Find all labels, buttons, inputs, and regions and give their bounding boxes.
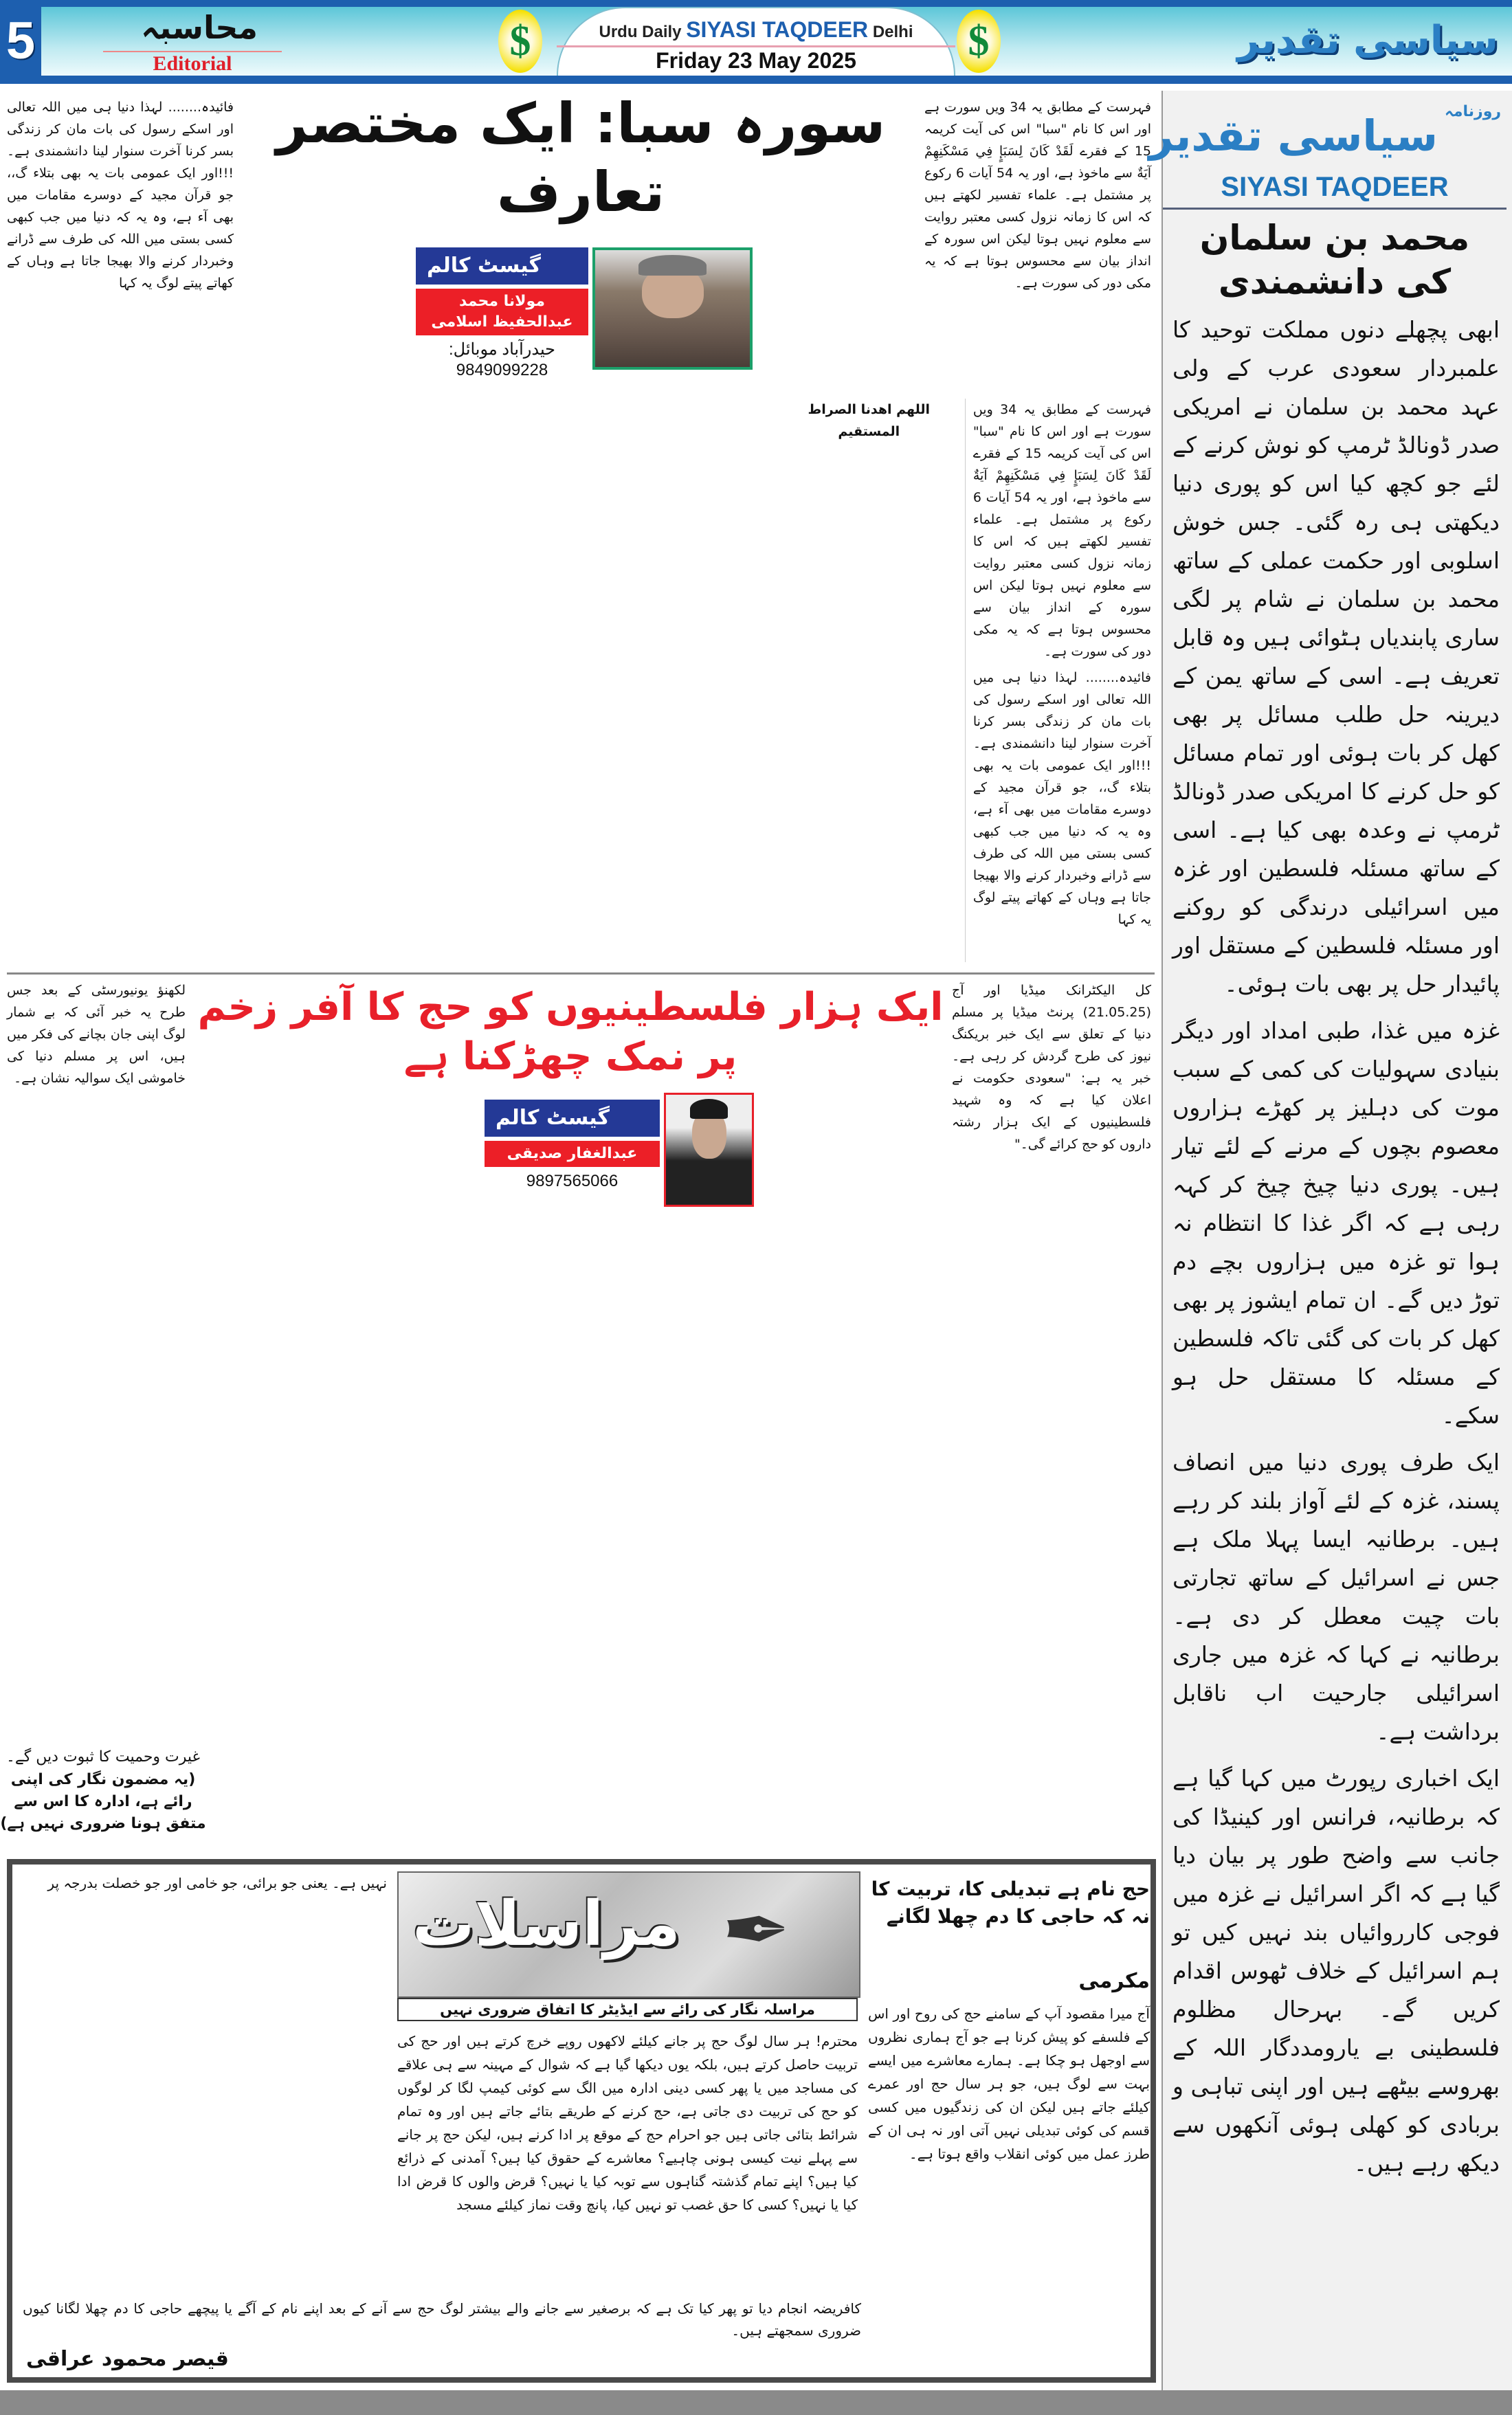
author-name: مولانا محمد عبدالحفیظ اسلامی [416,289,588,335]
letter-closing [23,2297,861,2346]
letter-signature: قیصر محمود عراقی [26,2347,229,2371]
paragraph: محترم! ہر سال لوگ حج پر جانے کیلئے لاکھوں روپے خرچ کرتے ہیں اور حج کی تربیت حاصل کرتے ہیں، بلکہ یوں دیکھا گیا ہے کہ شوال کے مہینہ سے ہی علاقے کی مساجد میں یا پھر کسی دینی ادارہ میں الگ سے کوئی کیمپ لگا کر لوگوں کو حج کی تربیت دی جاتی ہے، حج کرنے کے طریقے بتائے جاتے ہیں اور وہ تمام شرائط بتائی جاتی ہیں جو احرام حج کے موقع پر ادا کرنے ہیں، لیکن حج پر جانے سے پہلے نیت کیسی ہونی چاہیے؟ معاشرے کے حقوق کیا ہیں؟ آمدنی کے ذرائع کیا ہیں؟ اپنے تمام گذشتہ گناہوں سے توبہ کیا یا نہیں؟ قرض والوں کا قرض ادا کیا یا نہیں؟ کسی کا حق غصب تو نہیں کیا، پانچ وقت نماز کیلئے مسجد [397,2033,858,2213]
paragraph: ابھی پچھلے دنوں مملکت توحید کا علمبردار سعودی عرب کے ولی عہد محمد بن سلمان نے امریکی صدر ڈونالڈ ٹرمپ کو نوش کرنے کے لئے جو کچھ کیا اس کو پوری دنیا دیکھتی ہی رہ گئی۔ جس خوش اسلوبی اور حکمت عملی کے ساتھ محمد بن سلمان نے شام پر لگی ساری پابندیاں ہٹوائی ہیں وہ قابل تعریف ہے۔ اسی کے ساتھ یمن کے دیرینہ حل طلب مسائل پر بھی کھل کر بات ہوئی اور تمام مسائل کو حل کرنے کا امریکی صدر ڈونالڈ ٹرمپ نے وعدہ بھی کیا ہے۔ اسی کے ساتھ مسئلہ فلسطین اور غزہ میں اسرائیلی درندگی کو روکنے اور مسئلہ فلسطین کے مستقل اور پائیدار حل پر بھی بات ہوئی۔ [1172,316,1500,997]
masthead-city: Delhi [872,23,913,41]
letter-headline: حج نام ہے تبدیلی کا، تربیت کا نہ کہ حاجی کا دم چھلا لگانے [871,1878,1150,1928]
masthead-line [557,16,955,45]
editorial-headline: محمد بن سلمان کی دانشمندی [1199,218,1470,302]
author-byline [416,247,753,381]
paragraph: ایک طرف پوری دنیا میں انصاف پسند، غزہ کے لئے آواز بلند کر رہے ہیں۔ برطانیہ ایسا پہلا ملک ہے جس نے اسرائیل کے ساتھ تجارتی بات چیت معطل کر دی ہے۔ برطانیہ نے کہا کہ غزہ میں جاری اسرائیلی جارحیت اب ناقابل برداشت ہے۔ [1172,1449,1500,1745]
section-title-english: Editorial [103,51,282,76]
editorial-logo-english: SIYASI TAQDEER [1221,172,1449,202]
letters-banner-image [397,1871,860,1998]
editorial-logo-urdu: سیاسی تقدیر [1148,111,1438,161]
footer-band [0,2390,1512,2415]
letters-caption: مراسلہ نگار کی رائے سے ایڈیٹر کا اتفاق ضروری نہیں [397,1998,858,2021]
editorial-body [1172,311,1500,2191]
page-header [0,0,1512,84]
author-name: عبدالغفار صدیقی [485,1141,660,1167]
newspaper-logo: سیاسی تقدیر [1237,18,1498,63]
paragraph: کل الیکٹرانک میڈیا اور آج (21.05.25) پرنٹ میڈیا پر مسلم دنیا کے تعلق سے ایک خبر بریکنگ نیوز کی طرح گردش کر رہی ہے۔ خبر یہ ہے: "سعودی حکومت نے اعلان کیا ہے کہ وہ شہید فلسطینیوں کے ایک ہزار رشتہ داروں کو حج کرائے گی۔" [952,983,1151,1152]
paragraph: لکھنؤ یونیورسٹی کے بعد جس طرح یہ خبر آئی کہ بے شمار لوگ اپنی جان بچانے کی فکر میں ہیں، اس پر مسلم دنیا کی خاموشی ایک سوالیہ نشان ہے۔ [7,983,186,1086]
author-photo [592,247,753,370]
pen-icon: ✒ [722,1883,791,1979]
letters-section-title: مراسلات [412,1888,680,1960]
guest-column-label: گیسٹ کالم [416,247,588,285]
page-number: 5 [0,7,41,76]
divider [7,972,1155,975]
masthead-prefix: Urdu Daily [599,23,682,41]
paragraph: کافریضہ انجام دیا تو پھر کیا تک ہے کہ برصغیر سے جانے والے بیشتر لوگ حج سے آنے کے بعد اپنے نام کے آگے یا پیچھے حاجی کا دم چھلا لگانا کیوں ضروری سمجھتے ہیں۔ [23,2300,861,2339]
divider [1163,208,1507,210]
paragraph: غزہ میں غذا، طبی امداد اور دیگر بنیادی سہولیات کی کمی کے سبب موت کی دہلیز پر کھڑے ہزاروں معصوم بچوں کے مرنے کے لئے تیار ہیں۔ پوری دنیا چیخ چیخ کر کہہ رہی ہے کہ اگر غذا کا انتظام نہ ہوا تو غزہ میں ہزاروں بچے دم توڑ دیں گے۔ ان تمام ایشوز پر بھی کھل کر بات کی گئی تاکہ فلسطین کے مسئلہ کا مستقل حل ہو سکے۔ [1172,1017,1500,1429]
author-contact: 9897565066 [526,1172,619,1190]
editorial-column [1148,91,1512,2415]
article-headline: سورہ سبا: ایک مختصر تعارف [276,91,886,224]
article-body [7,979,186,1093]
letter-body [23,1871,387,1899]
author-contact: حیدرآباد موبائل: 9849099228 [448,340,556,379]
paragraph: فہرست کے مطابق یہ 34 ویں سورت ہے اور اس کا نام "سبا" اس کی آیت کریمہ 15 کے فقرے لَقَدْ كَانَ لِسَبَإٍ فِي مَسْكَنِهِمْ آيَةٌ سے ماخوذ ہے، اور یہ 54 آیات 6 رکوع پر مشتمل ہے۔ علماء تفسیر لکھتے ہیں کہ اس کا زمانہ نزول کسی معتبر روایت سے معلوم نہیں ہوتا لیکن اس سورہ کے انداز بیان سے محسوس ہوتا ہے کہ یہ مکی دور کی سورت ہے۔ [924,100,1152,291]
paragraph: آج میرا مقصود آپ کے سامنے حج کی روح اور اس کے فلسفے کو پیش کرنا ہے جو آج ہماری نظروں سے اوجھل ہو چکا ہے۔ ہمارے معاشرے میں ایسے بہت سے لوگ ہیں، جو ہر سال حج اور عمرے کیلئے جاتے ہیں لیکن ان کی زندگیوں میں کسی قسم کی کوئی تبدیلی نہیں آتی اور نہ ہی ان کے طرز عمل میں کوئی انقلاب واقع ہوتا ہے۔ [868,2005,1150,2162]
paragraph: فائیدہ........ لہذا دنیا ہی میں اللہ تعالی اور اسکے رسول کی بات مان کر زندگی بسر کرنا آخرت سنوار لینا دانشمندی ہے۔ !!!اور ایک عمومی بات یہ بھی بتلاء گ،، جو قرآن مجید کے دوسرے مقامات میں بھی آء ہے، وہ یہ کہ دنیا میں جب کبھی کسی بستی میں اللہ کی طرف سے ڈرانے وخبردار کرنے والا بھیجا جاتا ہے وہاں کے کھاتے پیتے لوگ یہ کہا [972,670,1151,927]
letter-body [397,2029,858,2221]
paragraph: نہیں ہے۔ یعنی جو برائی، جو خامی اور جو خصلت بدرجہ پر [47,1875,387,1891]
letters-section [7,1859,1156,2383]
author-photo [664,1093,754,1207]
editorial-logo-daily: روزنامہ [1445,103,1502,120]
emblem-icon-right: $ [957,10,1001,73]
letter-salutation: مکرمی [1078,1969,1150,1993]
article-body [952,979,1151,1159]
paragraph: فائیدہ........ لہذا دنیا ہی میں اللہ تعالی اور اسکے رسول کی بات مان کر زندگی بسر کرنا آخرت سنوار لینا دانشمندی ہے۔ !!!اور ایک عمومی بات یہ بھی بتلاء گ،، جو قرآن مجید کے دوسرے مقامات میں بھی آء ہے، وہ یہ کہ دنیا میں جب کبھی کسی بستی میں اللہ کی طرف سے ڈرانے وخبردار کرنے والا بھیجا جاتا ہے وہاں کے کھاتے پیتے لوگ یہ کہا [7,100,234,291]
article-disclaimer [0,1746,206,1835]
letter-body [868,2002,1150,2170]
emblem-icon-left: $ [498,10,542,73]
closing-line: غیرت وحمیت کا ثبوت دیں گے۔ [5,1748,201,1766]
disclaimer-note: (یہ مضمون نگار کی اپنی رائے ہے، ادارہ کا اس سے متفق ہونا ضروری نہیں ہے) [0,1771,206,1832]
article-body [7,96,234,298]
paragraph: فہرست کے مطابق یہ 34 ویں سورت ہے اور اس کا نام "سبا" اس کی آیت کریمہ 15 کے فقرے لَقَدْ كَانَ لِسَبَإٍ فِي مَسْكَنِهِمْ آيَةٌ سے ماخوذ ہے، اور یہ 54 آیات 6 رکوع پر مشتمل ہے۔ علماء تفسیر لکھتے ہیں کہ اس کا زمانہ نزول کسی معتبر روایت سے معلوم نہیں ہوتا لیکن اس سورہ کے انداز بیان سے محسوس ہوتا ہے کہ یہ مکی دور کی سورت ہے۔ [972,402,1152,659]
article-headline: ایک ہزار فلسطینیوں کو حج کا آفر زخم پر نمک چھڑکنا ہے [197,985,944,1079]
paragraph: ایک اخباری رپورٹ میں کہا گیا ہے کہ برطانیہ، فرانس اور کینیڈا کی جانب سے واضح طور پر بیان دیا گیا ہے کہ اگر اسرائیل نے غزہ میں فوجی کارروائیاں بند نہیں کیں تو ہم اسرائیل کے خلاف ٹھوس اقدام کریں گے۔ بہرحال مظلوم فلسطینی بے یارومددگار اللہ کے بھروسے بیٹھے ہیں اور اپنی تباہی و بربادی کو کھلی ہوئی آنکھوں سے دیکھ رہے ہیں۔ [1172,1765,1500,2177]
section-title-urdu: محاسبہ [141,9,258,46]
closing-prayer: اللھم اھدنا الصراط المستقیم [808,402,930,439]
issue-date: Friday 23 May 2025 [557,45,955,74]
author-byline [485,1093,756,1207]
masthead-brand: SIYASI TAQDEER [686,17,869,42]
article-body-columns [7,399,1151,962]
guest-column-label: گیسٹ کالم [485,1100,660,1137]
article-body [924,96,1151,298]
